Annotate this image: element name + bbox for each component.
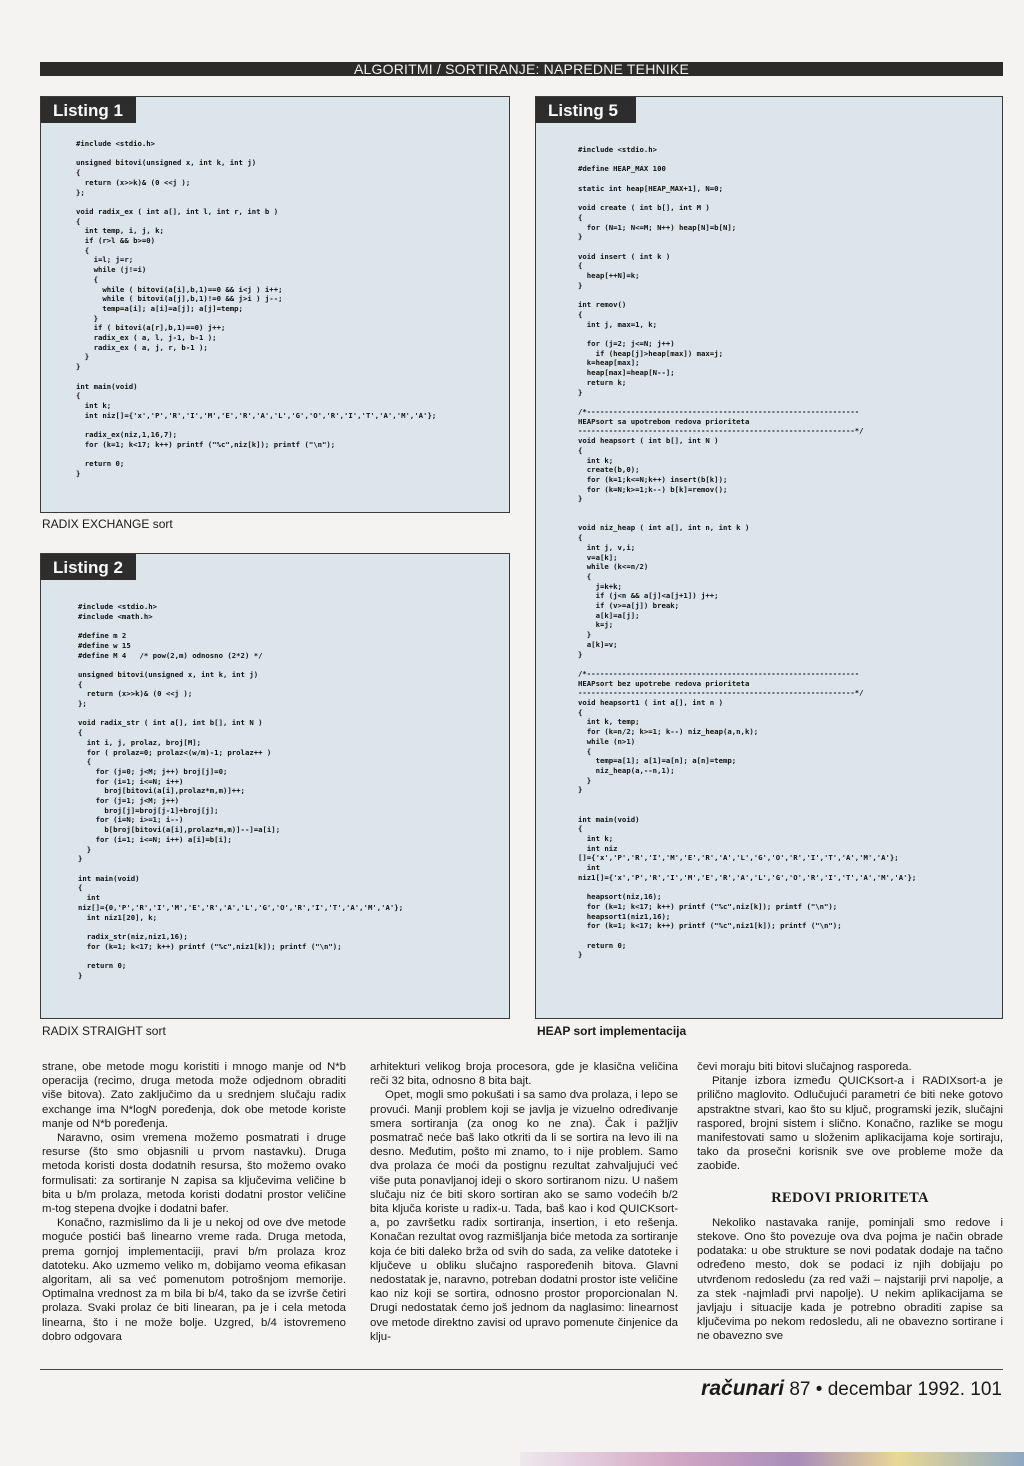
listing-2-title: Listing 2	[41, 554, 136, 580]
section-header-band	[40, 62, 1003, 76]
listing-1-code: #include <stdio.h> unsigned bitovi(unsigned x, int k, int j) { return (x>>k)& (0 <<j ); }; void radix_ex ( int a[], int l, int r, int b ) { int temp, i, j, k; if (r>l && b>=0) { i=l; j=r; while (j!=i) { while ( bitovi(a[i],b,1)==0 && i<j ) i++; while ( bitovi(a[j],b,1)!=0 && j>i ) j--; temp=a[i]; a[i]=a[j]; a[j]=temp; } if ( bitovi(a[r],b,1)==0) j++; radix_ex ( a, l, j-1, b-1 ); radix_ex ( a, j, r, b-1 ); } } int main(void) { int k; int niz[]={'x','P','R','I','M','E','R','A','L','G','O','R','I','T','A','M','A'}; radix_ex(niz,1,16,7); for (k=1; k<17; k++) printf ("%c",niz[k]); printf ("\n"); return 0; }	[76, 139, 437, 478]
section-heading: REDOVI PRIORITETA	[771, 1189, 929, 1206]
listing-1-caption: RADIX EXCHANGE sort	[42, 517, 173, 531]
paragraph: Pitanje izbora između QUICKsort-a i RADIXsort-a je prilično maglovito. Odlučujući parametri će biti neke gotovo apstraktne stvari, kao što su ključ, programski jezik, slučajni raspored, brojni sistem i slično. Konačno, razlike se mogu manifestovati samo u složenim aplikacijama koje sortiraju, tako da prosečni korisnik sve ove probleme može da zaobiđe.	[697, 1075, 1003, 1173]
magazine-name: računari	[701, 1377, 785, 1400]
paragraph: Nekoliko nastavaka ranije, pominjali smo redove i stekove. Ono što povezuje ova dva pojma je način obrade podataka: u obe strukture se novi podatak dodaje na tačno određeno mesto, dok se podaci iz njih dobijaju po utvrđenom redosledu (za red važi – najstariji prvi napolje, a za stek -najmlađi prvi napolje). U nekim aplikacijama se javljaju i situacije kada je potrebno obraditi zapise sa ključevima po nekom redosledu, ali ne obavezno sortirane i ne obavezno sve	[697, 1216, 1003, 1343]
listing-1-panel	[40, 96, 510, 513]
footer-divider	[40, 1369, 1003, 1370]
paragraph: Naravno, osim vremena možemo posmatrati i druge resurse (što smo objasnili u prvom nastavku). Druga metoda koristi dosta dodatnih resursa, što možemo ovako formulisati: za sortiranje N zapisa sa ključevima veličine b bita u b/m prolaza, metoda koristi dodatni prostor veličine m-tog stepena dvojke i dodatni bafer.	[42, 1132, 346, 1216]
issue-number: 87	[789, 1379, 811, 1400]
article-column-2	[370, 1060, 678, 1344]
listing-1-title: Listing 1	[41, 97, 136, 123]
issue-date: decembar 1992.	[827, 1379, 966, 1400]
paragraph: Konačno, razmislimo da li je u nekoj od ove dve metode moguće postići baš linearno vreme rada. Druga metoda, prema gornjoj implementaciji, pravi b/m prolaza kroz datoteku. Ako uzmemo veliko m, dobijamo veoma efikasan algoritam, ali sa već pomenutom potrošnjom memorije. Optimalna vrednost za m bila bi b/4, tako da se izvrše četiri prolaza. Svaki prolaz će biti linearan, pa je i cela metoda linearna, što i ne može bolje. Uzgred, b/4 istovremeno dobro odgovara	[42, 1217, 346, 1343]
paragraph: čevi moraju biti bitovi slučajnog rasporeda.	[697, 1061, 912, 1073]
footer-bullet: •	[815, 1379, 823, 1400]
page-footer	[701, 1377, 1002, 1401]
listing-2-panel	[40, 553, 510, 1019]
paragraph: arhitekturi velikog broja procesora, gde je klasična veličina reči 32 bita, odnosno 8 bita bajt.	[370, 1061, 678, 1088]
scan-edge-strip	[520, 1452, 1024, 1466]
article-column-1	[42, 1060, 346, 1344]
listing-2-code: #include <stdio.h> #include <math.h> #define m 2 #define w 15 #define M 4 /* pow(2,m) odnosno (2*2) */ unsigned bitovi(unsigned x, int k, int j) { return (x>>k)& (0 <<j ); }; void radix_str ( int a[], int b[], int N ) { int i, j, prolaz, broj[M]; for ( prolaz=0; prolaz<(w/m)-1; prolaz++ ) { for (j=0; j<M; j++) broj[j]=0; for (i=1; i<=N; i++) broj[bitovi(a[i],prolaz*m,m)]++; for (j=1; j<M; j++) broj[j]=broj[j-1]+broj[j]; for (i=N; i>=1; i--) b[broj[bitovi(a[i],prolaz*m,m)]--]=a[i]; for (i=1; i<=N; i++) a[i]=b[i]; } } int main(void) { int niz[]={0,'P','R','I','M','E','R','A','L','G','O','R','I','T','A','M','A'}; int niz1[20], k; radix_str(niz,niz1,16); for (k=1; k<17; k++) printf ("%c",niz1[k]); printf ("\n"); return 0; }	[78, 602, 404, 980]
paragraph: strane, obe metode mogu koristiti i mnogo manje od N*b operacija (recimo, druga metoda može odjednom obraditi više bitova). Zato zaključimo da u srednjem slučaju radix exchange ima N*logN poređenja, dok obe metode koriste manje od N*b poređenja.	[42, 1061, 346, 1130]
listing-5-title: Listing 5	[536, 97, 636, 123]
paragraph: Opet, mogli smo pokušati i sa samo dva prolaza, i lepo se provući. Manji problem koji se javlja je vizuelno određivanje smera sortiranja (za onog ko ne zna). Čak i pažljiv posmatrač neće baš lako otkriti da li se sortira na levo ili na desno. Međutim, pošto mi znamo, to i nije problem. Samo dva prolaza će moći da postignu rezultat zahvaljujući već više puta ponavljanoj ideji o skoro sortiranom nizu. U našem slučaju niz će biti skoro sortiran ako se samo vodećih b/2 bita ključa koriste u radix-u. Tada, baš kao i kod QUICKsort-a, po završetku radix sortiranja, insertion, i eto rešenja. Konačan rezultat ovog razmišljanja biće metoda za sortiranje koja će biti daleko brža od svih do sada, za velike datoteke i ključeve u obliku slučajno raspoređenih bitova. Glavni nedostatak je, naravno, potreban dodatni prostor iste veličine kao niz koji se sortira, odnosno prostor proporcionalan N. Drugi nedostatak ćemo još jednom da naglasimo: linearnost ove metode direktno zavisi od upravo pomenute činjenice da klju-	[370, 1089, 678, 1343]
page-number: 101	[970, 1379, 1002, 1400]
listing-5-code: #include <stdio.h> #define HEAP_MAX 100 static int heap[HEAP_MAX+1], N=0; void create ( int b[], int M ) { for (N=1; N<=M; N++) heap[N]=b[N]; } void insert ( int k ) { heap[++N]=k; } int remov() { int j, max=1, k; for (j=2; j<=N; j++) if (heap[j]>heap[max]) max=j; k=heap[max]; heap[max]=heap[N--]; return k; } /*-------------------------------------------------------------- HEAPsort sa upotrebom redova prioriteta ---------------------------------------------------------------*/ void heapsort ( int b[], int N ) { int k; create(b,0); for (k=1;k<=N;k++) insert(b[k]); for (k=N;k>=1;k--) b[k]=remov(); } void niz_heap ( int a[], int n, int k ) { int j, v,i; v=a[k]; while (k<=n/2) { j=k+k; if (j<n && a[j]<a[j+1]) j++; if (v>=a[j]) break; a[k]=a[j]; k=j; } a[k]=v; } /*-------------------------------------------------------------- HEAPsort bez upotrebe redova prioriteta ---------------------------------------------------------------*/ void heapsort1 ( int a[], int n ) { int k, temp; for (k=n/2; k>=1; k--) niz_heap(a,n,k); while (n>1) { temp=a[1]; a[1]=a[n]; a[n]=temp; niz_heap(a,--n,1); } } int main(void) { int k; int niz []={'x','P','R','I','M','E','R','A','L','G','O','R','I','T','A','M','A'}; int niz1[]={'x','P','R','I','M','E','R','A','L','G','O','R','I','T','A','M','A'}; heapsort(niz,16); for (k=1; k<17; k++) printf ("%c",niz[k]); printf ("\n"); heapsort1(niz1,16); for (k=1; k<17; k++) printf ("%c",niz1[k]); printf ("\n"); return 0; }	[578, 145, 917, 960]
listing-5-caption: HEAP sort implementacija	[537, 1024, 687, 1038]
article-column-3	[697, 1060, 1003, 1344]
listing-2-caption: RADIX STRAIGHT sort	[42, 1024, 166, 1038]
section-title: ALGORITMI / SORTIRANJE: NAPREDNE TEHNIKE	[354, 61, 689, 77]
listing-5-panel	[535, 96, 1003, 1019]
